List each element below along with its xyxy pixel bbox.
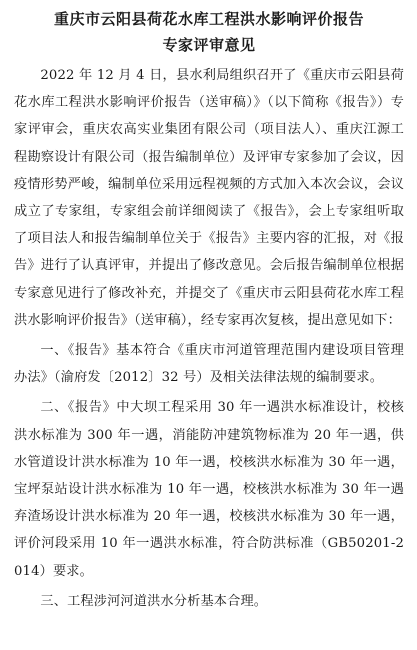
paragraph-opinion-3: 三、工程涉河河道洪水分析基本合理。 (40, 593, 268, 609)
document-title: 重庆市云阳县荷花水库工程洪水影响评价报告 (53, 10, 364, 28)
paragraph-intro: 2022 年 12 月 4 日，县水利局组织召开了《重庆市云阳县荷花水库工程洪水影响评价报告（送审稿）》（以下简称《报告》）专家评审会，重庆农高实业集团有限公司（项目法人）、重庆江源工程勘察设计有限公司（报告编制单位）及评审专家参加了会议，因疫情形势严峻，编制单位采用远程视频的方式加入本次会议，会议成立了专家组，专家组会前详细阅读了《报告》，会上专家组听取了项目法人和报告编制单位关于《报告》主要内容的汇报，对《报告》进行了认真评审，并提出了修改意见。会后报告编制单位根据专家意见进行了修改补充，并提交了《重庆市云阳县荷花水库工程洪水影响评价报告》（送审稿），经专家再次复核，提出意见如下： (14, 68, 404, 328)
document-subtitle: 专家评审意见 (162, 36, 256, 54)
paragraph-opinion-1: 一、《报告》基本符合《重庆市河道管理范围内建设项目管理办法》（渝府发〔2012〕32 号）及相关法律法规的编制要求。 (14, 343, 404, 386)
paragraph-opinion-2: 二、《报告》中大坝工程采用 30 年一遇洪水标准设计，校核洪水标准为 300 年一遇，消能防冲建筑物标准为 20 年一遇，供水管道设计洪水标准为 10 年一遇，校核洪水标准为 30 年一遇，宝坪泵站设计洪水标准为 10 年一遇，校核洪水标准为 30 年一遇弃渣场设计洪水标准为 20 年一遇，校核洪水标准为 30 年一遇，评价河段采用 10 年一遇洪水标准，符合防洪标准（GB50201-2014）要求。 (14, 400, 404, 579)
